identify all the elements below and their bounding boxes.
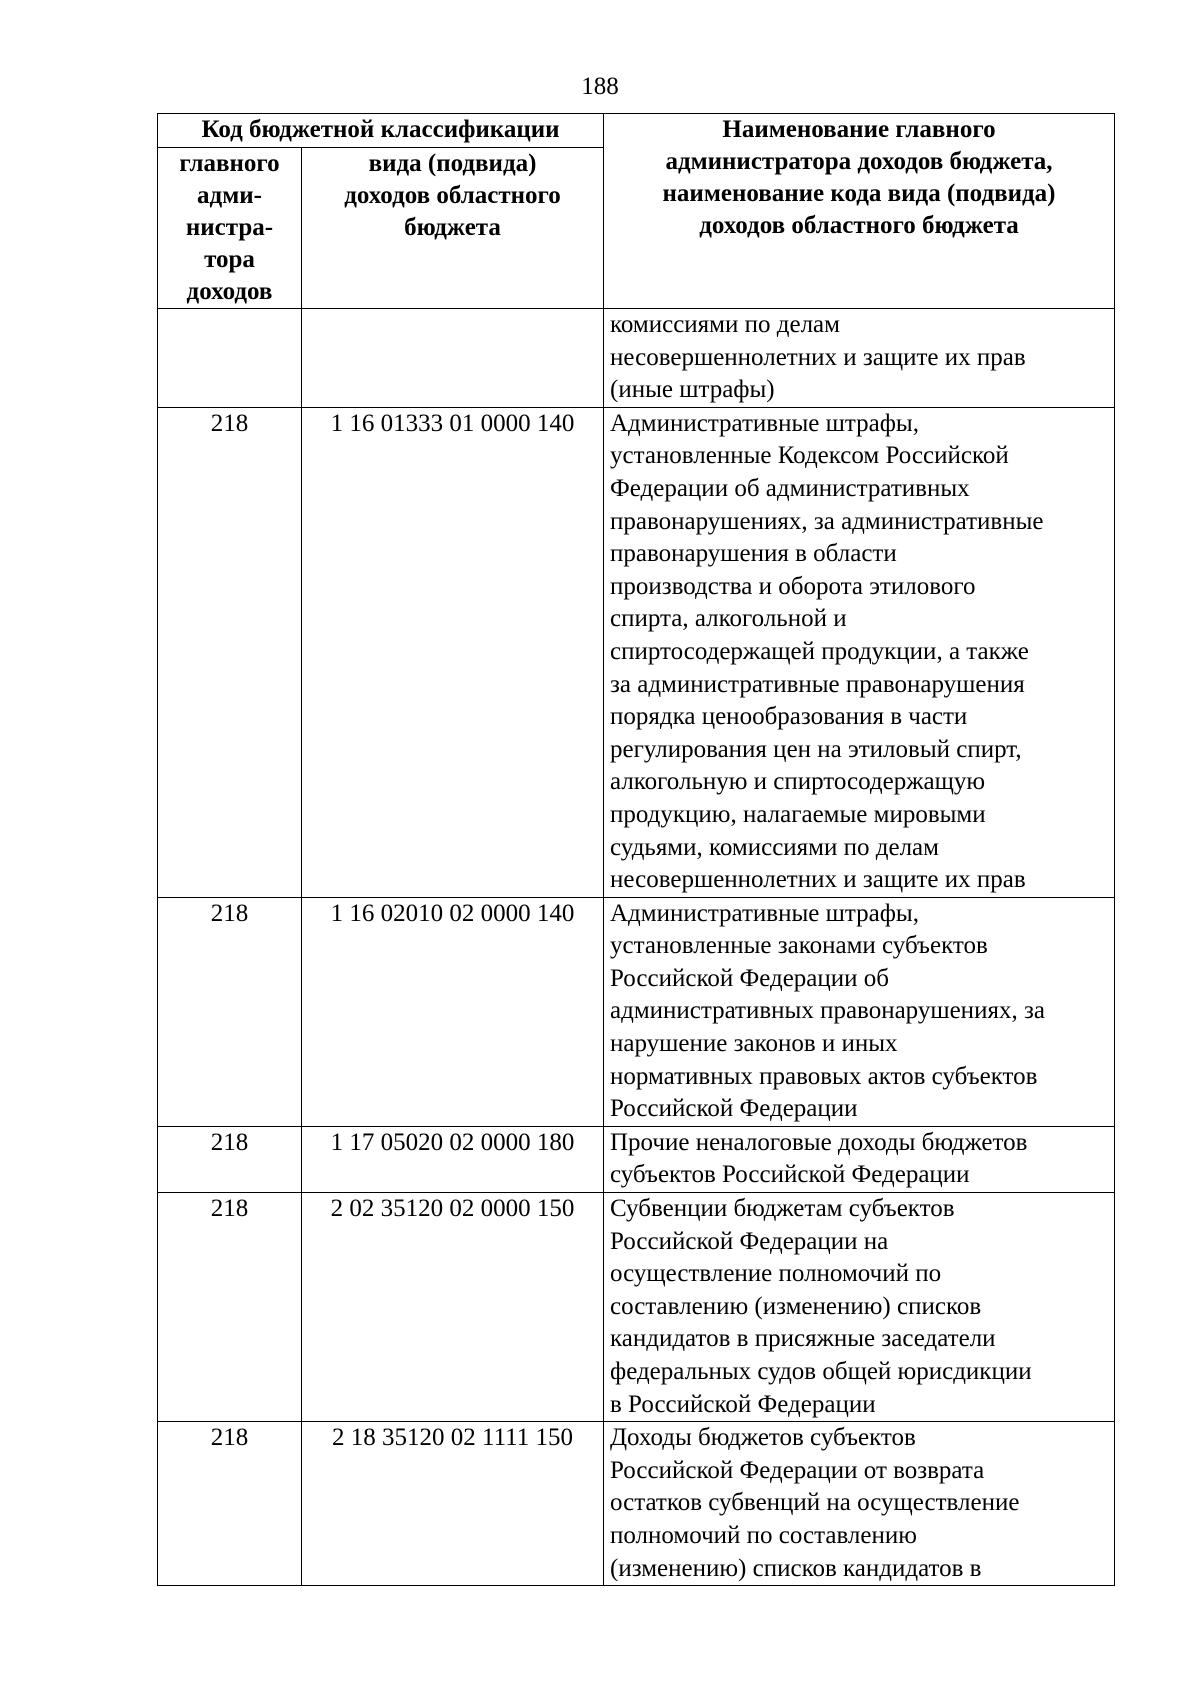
income-code-cell: 1 16 01333 01 0000 140: [302, 407, 604, 897]
income-name-line: регулирования цен на этиловый спирт,: [610, 735, 1022, 763]
income-name-cell: [604, 1126, 1115, 1192]
income-name-line: производства и оборота этилового: [610, 572, 976, 600]
header-name-line: наименование кода вида (подвида): [662, 180, 1056, 207]
admin-code-cell: 218: [158, 407, 302, 897]
income-code-cell: [302, 309, 604, 408]
admin-code-cell: 218: [158, 897, 302, 1126]
header-kind-line: доходов областного: [344, 182, 561, 209]
income-code-cell: 1 16 02010 02 0000 140: [302, 897, 604, 1126]
income-name-line: кандидатов в присяжные заседатели: [610, 1325, 996, 1353]
income-name-line: административных правонарушениях, за: [610, 997, 1045, 1025]
income-name-line: спиртосодержащей продукции, а также: [610, 637, 1029, 665]
header-name-line: Наименование главного: [722, 116, 996, 143]
page-number: 188: [581, 73, 619, 100]
income-name-line: Административные штрафы,: [610, 899, 919, 927]
admin-code-cell: [158, 309, 302, 408]
table-row: [158, 309, 1115, 408]
header-admin-line: нистра-: [185, 214, 274, 241]
table-row: [158, 407, 1115, 897]
income-name-line: (иные штрафы): [610, 376, 775, 404]
table-row: [158, 897, 1115, 1126]
income-name-line: Прочие неналоговые доходы бюджетов: [610, 1128, 1028, 1156]
income-code-cell: 2 18 35120 02 1111 150: [302, 1422, 604, 1586]
header-admin-line: главного: [179, 150, 280, 177]
income-name-line: Российской Федерации на: [610, 1227, 889, 1255]
admin-code-cell: 218: [158, 1422, 302, 1586]
income-name-line: субъектов Российской Федерации: [610, 1161, 970, 1189]
header-row-group: [158, 114, 1115, 148]
income-name-line: установленные законами субъектов: [610, 932, 988, 960]
header-admin-line: адми-: [197, 182, 262, 209]
income-name-line: Федерации об административных: [610, 474, 970, 502]
header-kind-line: бюджета: [404, 214, 501, 241]
income-name-line: несовершеннолетних и защите их прав: [610, 343, 1026, 371]
income-name-line: за административные правонарушения: [610, 670, 1025, 698]
income-name-line: федеральных судов общей юрисдикции: [610, 1358, 1032, 1385]
header-name-line: администратора доходов бюджета,: [665, 148, 1053, 175]
income-name-cell: [604, 407, 1115, 897]
admin-code-cell: 218: [158, 1126, 302, 1192]
header-name-line: доходов областного бюджета: [699, 212, 1019, 239]
income-name-cell: [604, 1193, 1115, 1422]
income-code-cell: 2 02 35120 02 0000 150: [302, 1193, 604, 1422]
income-name-line: (изменению) списков кандидатов в: [610, 1554, 982, 1582]
income-name-line: порядка ценообразования в части: [610, 703, 968, 731]
header-name: [604, 114, 1115, 309]
header-admin: [158, 148, 302, 309]
income-name-cell: [604, 1422, 1115, 1586]
income-name-line: в Российской Федерации: [610, 1390, 876, 1418]
income-name-line: правонарушениях, за административные: [610, 507, 1044, 535]
income-name-line: Российской Федерации об: [610, 964, 889, 992]
table-row: [158, 1126, 1115, 1192]
income-name-line: полномочий по составлению: [610, 1521, 917, 1549]
header-kind-line: вида (подвида): [368, 150, 537, 177]
income-name-line: несовершеннолетних и защите их прав: [610, 866, 1026, 894]
income-name-line: Российской Федерации от возврата: [610, 1456, 985, 1484]
header-code-group: Код бюджетной классификации: [158, 114, 604, 148]
income-name-line: Субвенции бюджетам субъектов: [610, 1195, 955, 1223]
income-name-line: комиссиями по делам: [610, 311, 840, 338]
income-name-line: спирта, алкогольной и: [610, 605, 847, 633]
budget-classification-table: [157, 113, 1115, 1586]
income-name-line: продукцию, налагаемые мировыми: [610, 800, 986, 828]
income-name-line: остатков субвенций на осуществление: [610, 1489, 1020, 1517]
income-name-line: алкогольную и спиртосодержащую: [610, 768, 986, 796]
income-name-line: судьями, комиссиями по делам: [610, 833, 939, 861]
income-name-line: Административные штрафы,: [610, 409, 919, 437]
income-name-line: установленные Кодексом Российской: [610, 442, 1009, 470]
income-name-line: правонарушения в области: [610, 540, 897, 568]
income-name-line: нормативных правовых актов субъектов: [610, 1062, 1038, 1090]
table-row: [158, 1193, 1115, 1422]
table-row: [158, 1422, 1115, 1586]
header-kind: [302, 148, 604, 309]
table-body: [158, 309, 1115, 1586]
income-name-cell: [604, 309, 1115, 408]
income-name-cell: [604, 897, 1115, 1126]
income-name-line: Российской Федерации: [610, 1095, 858, 1123]
income-name-line: осуществление полномочий по: [610, 1260, 942, 1288]
income-name-line: Доходы бюджетов субъектов: [610, 1424, 916, 1452]
header-admin-line: тора: [204, 246, 255, 273]
admin-code-cell: 218: [158, 1193, 302, 1422]
header-admin-line: доходов: [186, 278, 273, 305]
income-name-line: нарушение законов и иных: [610, 1030, 898, 1058]
income-name-line: составлению (изменению) списков: [610, 1292, 982, 1320]
income-code-cell: 1 17 05020 02 0000 180: [302, 1126, 604, 1192]
